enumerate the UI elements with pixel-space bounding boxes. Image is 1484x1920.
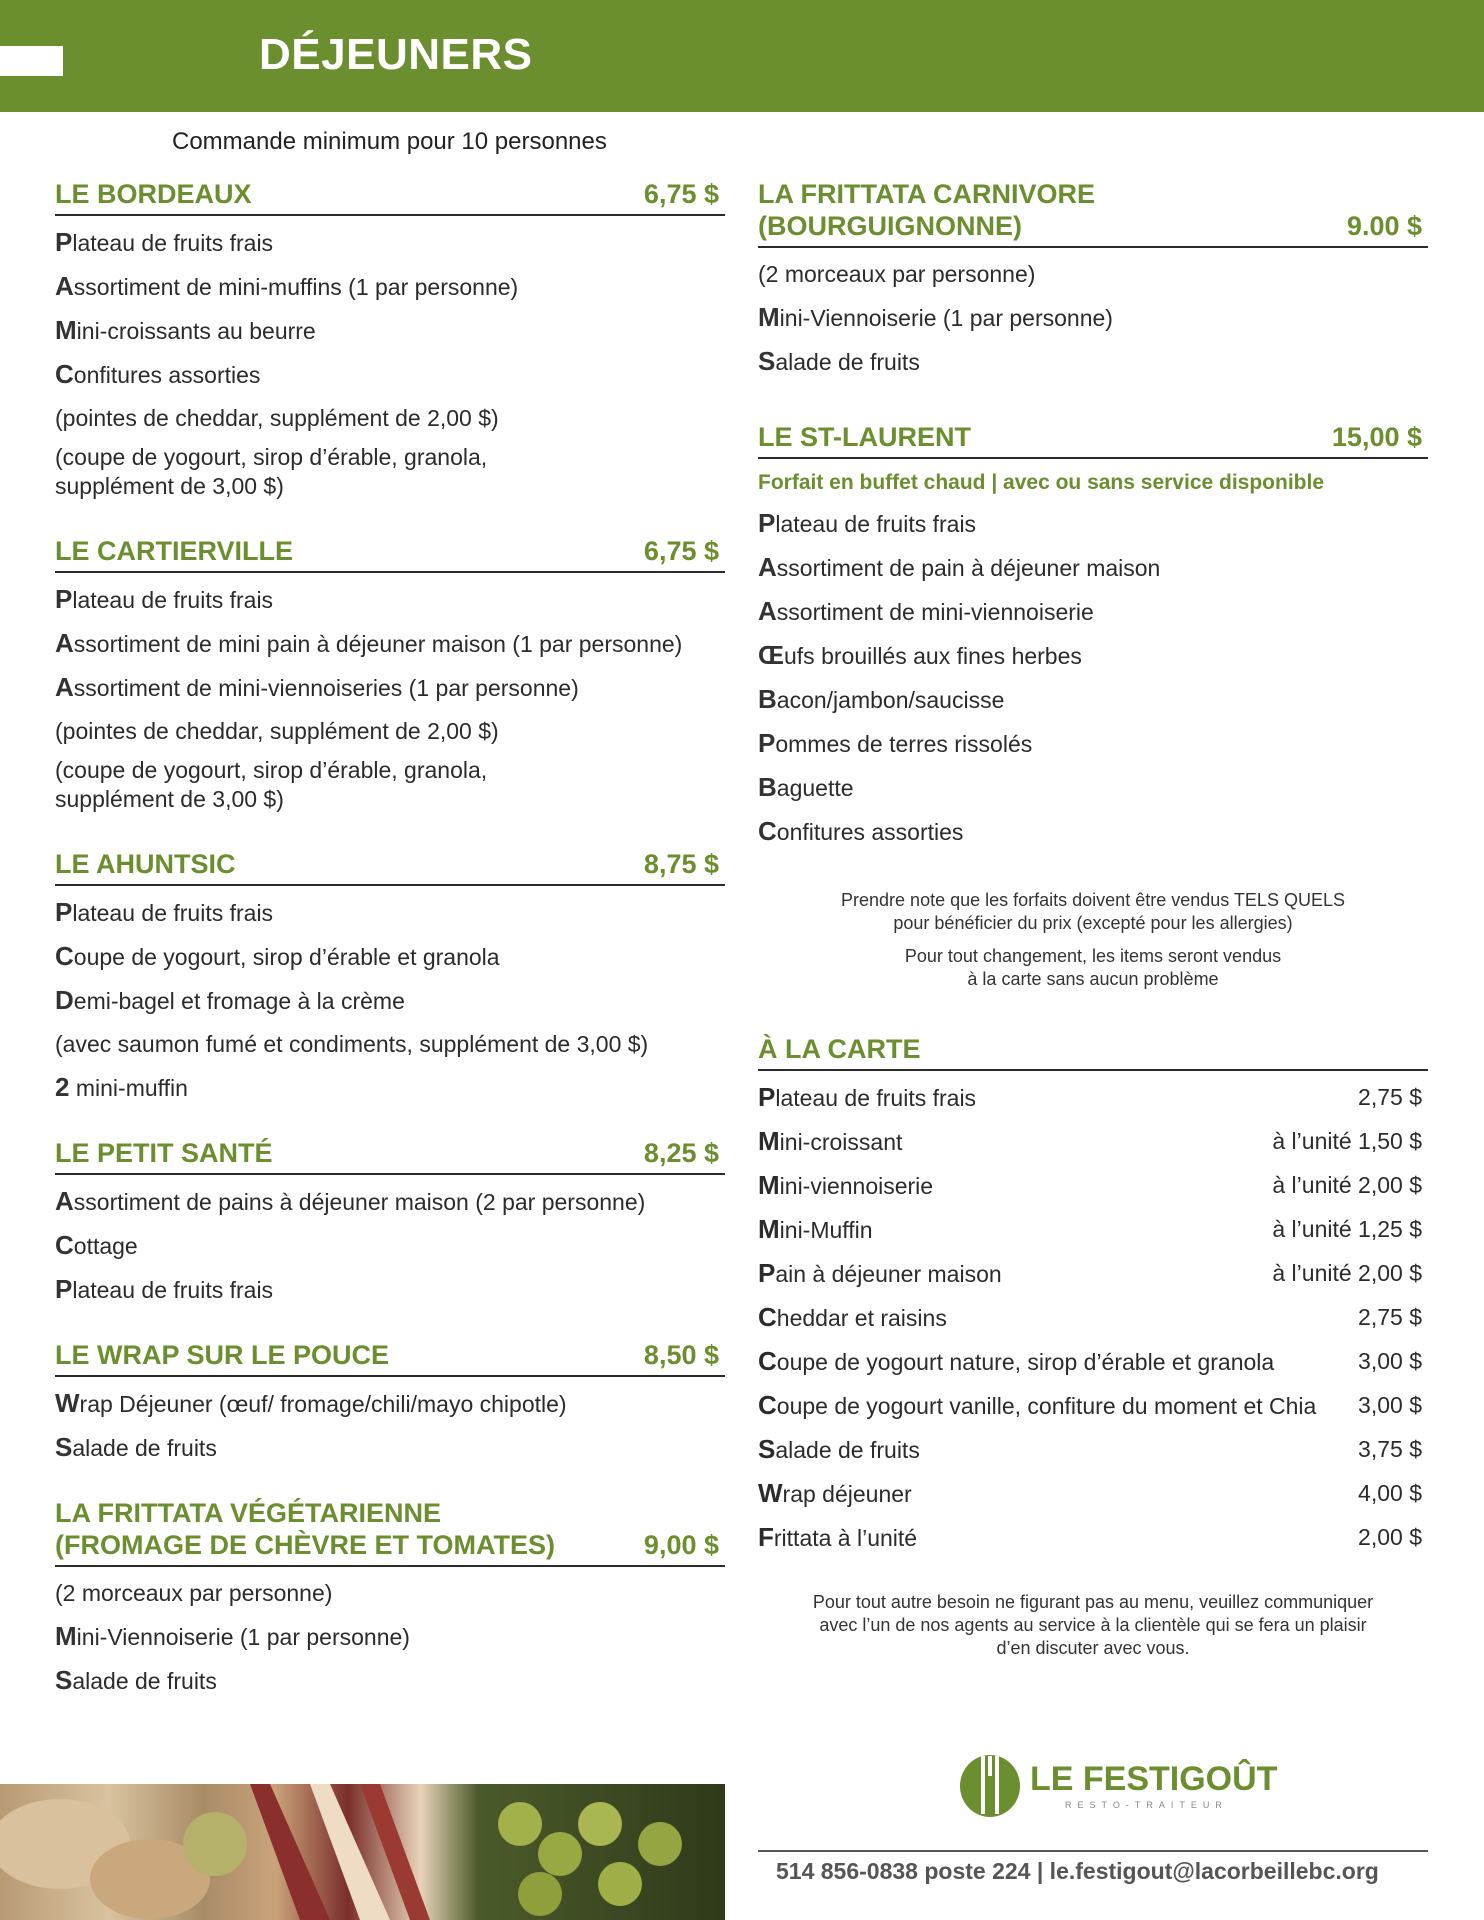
closing-note-line: d’en discuter avec vous.: [996, 1638, 1190, 1658]
a-la-carte-list: [758, 1083, 1428, 1553]
carte-item: [758, 1083, 1428, 1113]
carte-item: [758, 1479, 1428, 1509]
item-text: lateau de fruits frais: [72, 230, 274, 256]
item-initial: M: [758, 1170, 780, 1200]
menu-item: [758, 509, 1428, 539]
carte-item-price: 3,00 $: [1358, 1392, 1422, 1418]
carte-item-name: [758, 1215, 873, 1245]
carte-item: [758, 1215, 1428, 1245]
menu-item: [55, 316, 725, 346]
menu-item: [758, 641, 1428, 671]
section-title: [55, 1137, 273, 1169]
service-note: Forfait en buffet chaud | avec ou sans service disponible: [758, 471, 1325, 494]
carte-item-price: 2,75 $: [1358, 1304, 1422, 1330]
menu-item: [55, 942, 725, 972]
item-initial: W: [55, 1388, 80, 1418]
fork-leaf-icon: [955, 1748, 1025, 1818]
item-initial: M: [55, 1621, 77, 1651]
item-text: aguette: [776, 775, 854, 801]
menu-item: [758, 347, 1428, 377]
a-la-carte-section: [758, 1033, 1428, 1553]
item-text: ommes de terres rissolés: [775, 731, 1033, 757]
item-text: lateau de fruits frais: [775, 1085, 977, 1111]
menu-item: [55, 1187, 725, 1217]
item-initial: P: [55, 1274, 73, 1304]
section-title-line: LE CARTIERVILLE: [55, 536, 294, 566]
section-title-line: LE ST-LAURENT: [758, 422, 971, 452]
item-text: onfitures assorties: [73, 362, 261, 388]
carte-item: [758, 1171, 1428, 1201]
section-header: [55, 1339, 725, 1377]
carte-item-price: 2,75 $: [1358, 1084, 1422, 1110]
item-initial: D: [55, 985, 74, 1015]
menu-item: [55, 1666, 725, 1696]
closing-note-line: Pour tout autre besoin ne figurant pas au menu, veuillez communiquer: [812, 1592, 1374, 1612]
item-initial: B: [758, 684, 777, 714]
item-initial: C: [758, 1390, 777, 1420]
section-title-line: LA FRITTATA VÉGÉTARIENNE: [55, 1498, 441, 1528]
item-text: ssortiment de mini-muffins (1 par personne): [73, 274, 519, 300]
page-title: DÉJEUNERS: [259, 30, 533, 79]
carte-item-price: à l’unité 2,00 $: [1272, 1260, 1422, 1286]
item-initial: M: [758, 1214, 780, 1244]
section-title: [758, 421, 971, 453]
menu-item: [55, 1275, 725, 1305]
section-header: [758, 421, 1428, 459]
item-text: alade de fruits: [72, 1668, 217, 1694]
section-header: [55, 848, 725, 886]
item-text: ssortiment de pains à déjeuner maison (2 par personne): [73, 1189, 646, 1215]
item-text: ottage: [73, 1233, 138, 1259]
left-column: [55, 178, 725, 1710]
section-header: [55, 1497, 725, 1567]
section-title-line: (BOURGUIGNONNE): [758, 211, 1022, 241]
closing-note: [758, 1591, 1428, 1660]
supplement-note: (pointes de cheddar, supplément de 2,00 $): [55, 405, 499, 431]
carte-item-price: 3,00 $: [1358, 1348, 1422, 1374]
contact-footer: 514 856-0838 poste 224 | le.festigout@lacorbeillebc.org: [776, 1858, 1379, 1884]
menu-item: [758, 773, 1428, 803]
festigout-logo: [955, 1748, 1278, 1818]
item-initial: M: [758, 1126, 780, 1156]
section-price: 6,75 $: [643, 179, 719, 209]
carte-item-price: à l’unité 1,25 $: [1272, 1216, 1422, 1242]
menu-item: [55, 360, 725, 390]
item-text: alade de fruits: [775, 1437, 920, 1463]
carte-item: [758, 1347, 1428, 1377]
item-initial: A: [758, 552, 777, 582]
item-initial: S: [55, 1432, 73, 1462]
menu-section: [55, 1497, 725, 1696]
menu-item: [758, 685, 1428, 715]
page-subtitle: Commande minimum pour 10 personnes: [172, 128, 607, 155]
item-text: rap Déjeuner (œuf/ fromage/chili/mayo chipotle): [79, 1391, 567, 1417]
a-la-carte-header: [758, 1033, 1428, 1071]
supplement-note: (coupe de yogourt, sirop d’érable, granola, supplément de 3,00 $): [55, 444, 488, 499]
section-title: [758, 178, 1095, 242]
notice-line: à la carte sans aucun problème: [967, 969, 1219, 989]
carte-item-price: à l’unité 2,00 $: [1272, 1172, 1422, 1198]
item-initial: A: [55, 271, 74, 301]
menu-item: [55, 629, 725, 659]
carte-item-name: [758, 1435, 920, 1465]
carte-item-name: [758, 1347, 1274, 1377]
item-initial: P: [55, 227, 73, 257]
item-text: ini-viennoiserie: [779, 1173, 934, 1199]
item-text: ini-croissant: [779, 1129, 903, 1155]
carte-item-name: [758, 1127, 902, 1157]
supplement-note: (coupe de yogourt, sirop d’érable, granola, supplément de 3,00 $): [55, 757, 488, 812]
footer-divider: [758, 1850, 1428, 1852]
logo-wordmark: LE FESTIGOÛT: [1030, 1760, 1278, 1798]
item-initial: C: [758, 1346, 777, 1376]
item-text: ini-Viennoiserie (1 par personne): [779, 305, 1113, 331]
menu-item: [55, 585, 725, 615]
item-text: ain à déjeuner maison: [775, 1261, 1002, 1287]
item-text: (2 morceaux par personne): [55, 1580, 333, 1606]
carte-item: [758, 1523, 1428, 1553]
menu-section: [55, 848, 725, 1103]
item-text: ini-Viennoiserie (1 par personne): [76, 1624, 410, 1650]
menu-item: [758, 553, 1428, 583]
item-initial: 2: [55, 1072, 70, 1102]
section-title-line: LE BORDEAUX: [55, 179, 252, 209]
right-column: [758, 178, 1428, 1660]
menu-item: [758, 597, 1428, 627]
item-initial: W: [758, 1478, 783, 1508]
menu-item: [758, 260, 1428, 289]
item-text: mini-muffin: [69, 1075, 188, 1101]
supplement-note: (pointes de cheddar, supplément de 2,00 $): [55, 718, 499, 744]
item-initial: M: [758, 302, 780, 332]
item-initial: A: [758, 596, 777, 626]
item-text: rittata à l’unité: [773, 1525, 918, 1551]
item-text: (2 morceaux par personne): [758, 261, 1036, 287]
change-notice: [758, 945, 1428, 991]
carte-item: [758, 1391, 1428, 1421]
carte-item-name: [758, 1391, 1316, 1421]
notice-line: Pour tout changement, les items seront vendus: [904, 946, 1282, 966]
item-initial: C: [55, 359, 74, 389]
item-text: acon/jambon/saucisse: [776, 687, 1005, 713]
item-text: oupe de yogourt vanille, confiture du moment et Chia: [776, 1393, 1317, 1419]
menu-item: [758, 303, 1428, 333]
section-price: 8,50 $: [643, 1340, 719, 1370]
section-header: [55, 1137, 725, 1175]
carte-item: [758, 1127, 1428, 1157]
carte-item-price: 3,75 $: [1358, 1436, 1422, 1462]
header-tab-mark: [0, 46, 63, 76]
section-header: [55, 178, 725, 216]
section-title: [55, 1497, 555, 1561]
item-text: ssortiment de mini-viennoiserie: [776, 599, 1094, 625]
item-text: lateau de fruits frais: [72, 900, 274, 926]
menu-item: [55, 1389, 725, 1419]
item-initial: F: [758, 1522, 774, 1552]
menu-item: [55, 228, 725, 258]
closing-note-line: avec l’un de nos agents au service à la clientèle qui se fera un plaisir: [819, 1615, 1367, 1635]
item-initial: P: [758, 1258, 776, 1288]
notice-line: Prendre note que les forfaits doivent être vendus TELS QUELS: [841, 890, 1345, 910]
logo-tagline: RESTO-TRAITEUR: [1065, 1800, 1228, 1810]
menu-item: [55, 986, 725, 1016]
carte-item-price: 2,00 $: [1358, 1524, 1422, 1550]
carte-item-name: [758, 1523, 917, 1553]
item-text: alade de fruits: [775, 349, 920, 375]
item-initial: P: [758, 508, 776, 538]
item-text: ssortiment de mini-viennoiseries (1 par personne): [73, 675, 579, 701]
menu-item: [55, 1622, 725, 1652]
carte-item: [758, 1303, 1428, 1333]
forfait-notice: [758, 889, 1428, 935]
item-text: ufs brouillés aux fines herbes: [784, 643, 1082, 669]
food-photo: [0, 1784, 725, 1920]
section-title-line: LA FRITTATA CARNIVORE: [758, 179, 1095, 209]
item-initial: C: [758, 1302, 777, 1332]
carte-item-name: [758, 1083, 976, 1113]
item-text: ssortiment de mini pain à déjeuner maison (1 par personne): [73, 631, 683, 657]
menu-item: [758, 729, 1428, 759]
carte-item-name: [758, 1303, 947, 1333]
section-header: [758, 178, 1428, 248]
section-title: [55, 535, 293, 567]
item-initial: A: [55, 1186, 74, 1216]
menu-item: [55, 1433, 725, 1463]
menu-item: [758, 817, 1428, 847]
item-text: emi-bagel et fromage à la crème: [73, 988, 405, 1014]
item-text: oupe de yogourt nature, sirop d’érable et granola: [776, 1349, 1275, 1375]
item-initial: P: [758, 728, 776, 758]
menu-section: [758, 178, 1428, 377]
carte-item: [758, 1435, 1428, 1465]
right-sections: [758, 178, 1428, 847]
section-title-line: LE WRAP SUR LE POUCE: [55, 1340, 390, 1370]
carte-item-name: [758, 1479, 912, 1509]
section-title: [55, 1339, 389, 1371]
menu-section: [55, 1339, 725, 1463]
menu-section: [55, 178, 725, 501]
item-text: rap déjeuner: [782, 1481, 912, 1507]
item-initial: M: [55, 315, 77, 345]
section-title-line: LE AHUNTSIC: [55, 849, 236, 879]
section-price: 15,00 $: [1331, 422, 1422, 452]
food-photo-art: [0, 1784, 725, 1920]
notice-line: pour bénéficier du prix (excepté pour les allergies): [893, 913, 1293, 933]
section-price: 9.00 $: [1346, 211, 1422, 241]
item-initial: S: [758, 346, 776, 376]
section-price: 6,75 $: [643, 536, 719, 566]
item-initial: A: [55, 628, 74, 658]
item-initial: S: [55, 1665, 73, 1695]
header-bar: [0, 0, 1484, 112]
menu-item: [55, 1579, 725, 1608]
item-initial: C: [55, 1230, 74, 1260]
section-title: [55, 178, 252, 210]
menu-item: [55, 673, 725, 703]
menu-section: [55, 1137, 725, 1305]
section-title-line: (FROMAGE DE CHÈVRE ET TOMATES): [55, 1530, 556, 1560]
carte-item-name: [758, 1259, 1002, 1289]
section-title-line: LE PETIT SANTÉ: [55, 1138, 273, 1168]
carte-item: [758, 1259, 1428, 1289]
item-initial: P: [55, 897, 73, 927]
carte-item-name: [758, 1171, 933, 1201]
item-initial: C: [758, 816, 777, 846]
menu-item: [55, 898, 725, 928]
item-initial: S: [758, 1434, 776, 1464]
section-header: [55, 535, 725, 573]
item-text: ini-Muffin: [779, 1217, 873, 1243]
carte-item-price: à l’unité 1,50 $: [1272, 1128, 1422, 1154]
item-text: (avec saumon fumé et condiments, supplément de 3,00 $): [55, 1031, 649, 1057]
item-text: lateau de fruits frais: [72, 1277, 274, 1303]
menu-section: [758, 421, 1428, 847]
menu-section: [55, 535, 725, 814]
carte-item-price: 4,00 $: [1358, 1480, 1422, 1506]
item-text: lateau de fruits frais: [775, 511, 977, 537]
item-text: lateau de fruits frais: [72, 587, 274, 613]
item-initial: P: [758, 1082, 776, 1112]
item-text: ssortiment de pain à déjeuner maison: [776, 555, 1161, 581]
item-initial: P: [55, 584, 73, 614]
item-initial: B: [758, 772, 777, 802]
menu-item: [55, 1073, 725, 1103]
item-text: oupe de yogourt, sirop d’érable et granola: [73, 944, 500, 970]
item-initial: Œ: [758, 640, 784, 670]
section-price: 8,25 $: [643, 1138, 719, 1168]
item-initial: A: [55, 672, 74, 702]
menu-item: [55, 272, 725, 302]
menu-item: [55, 1231, 725, 1261]
item-initial: C: [55, 941, 74, 971]
item-text: ini-croissants au beurre: [76, 318, 316, 344]
item-text: onfitures assorties: [776, 819, 964, 845]
section-price: 8,75 $: [643, 849, 719, 879]
a-la-carte-title: À LA CARTE: [758, 1034, 921, 1064]
item-text: heddar et raisins: [776, 1305, 947, 1331]
section-price: 9,00 $: [643, 1530, 719, 1560]
menu-item: [55, 1030, 725, 1059]
item-text: alade de fruits: [72, 1435, 217, 1461]
section-title: [55, 848, 236, 880]
